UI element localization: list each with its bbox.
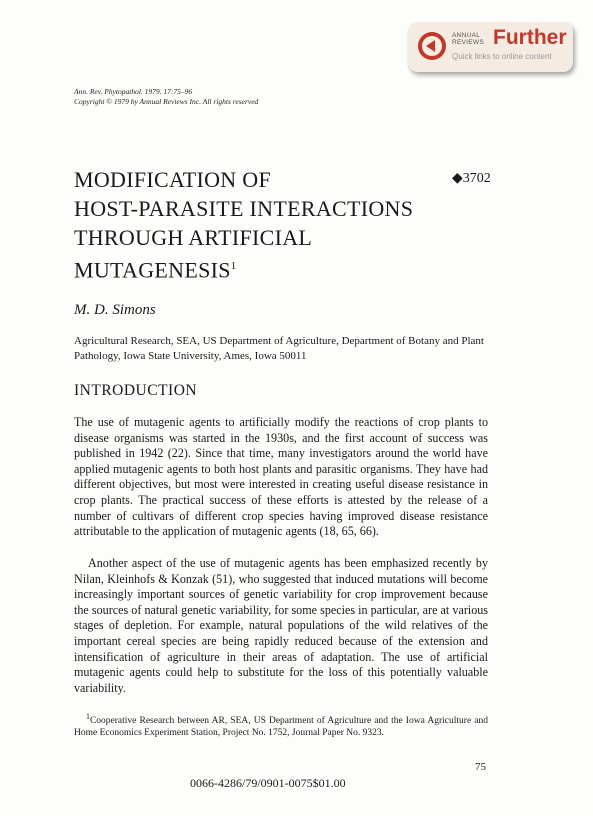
copyright: Copyright © 1979 by Annual Reviews Inc. All rights reserved	[74, 97, 259, 106]
footnote: $^1$Cooperative Research between AR, SEA, US Department of Agriculture and the Iowa Agriculture and Home Economics Experiment Station, Project No. 1752, Journal Paper No. 9323.	[74, 712, 488, 739]
footnote-marker: 1	[86, 712, 90, 721]
document-code: 0066-4286/79/0901-0075$01.00	[190, 776, 346, 790]
badge-publisher: ANNUAL REVIEWS	[452, 32, 485, 46]
body-paragraph-2: Another aspect of the use of mutagenic agents has been emphasized recently by Nilan, Kleinhofs & Konzak (51), who suggested that induced mutations will become increasingly important sources of genetic variability for crop improvement because the sources of natural genetic variability, for some species in particular, are at various stages of depletion. For example, natural populations of the wild relatives of the important cereal species are being rapidly reduced because of the extension and intensification of agriculture in their areas of adaptation. The use of artificial mutagenic agents could help to substitute for the loss of this potentially valuable variability.	[74, 556, 488, 695]
section-heading: INTRODUCTION	[74, 382, 198, 399]
title-footnote-marker: 1	[230, 260, 237, 272]
citation: Ann. Rev. Phytopathol. 1979. 17:75–96	[74, 87, 193, 96]
page-number: 75	[475, 761, 486, 773]
badge-further-label: Further	[493, 26, 567, 49]
author-affiliation: Agricultural Research, SEA, US Department of Agriculture, Department of Botany and Plant Pathology, Iowa State University, Ames, Iowa 50011	[74, 335, 484, 362]
article-title: MODIFICATION OF HOST-PARASITE INTERACTIONS THROUGH ARTIFICIAL MUTAGENESIS$^1$	[74, 167, 414, 283]
article-code: ◆3702	[452, 171, 491, 186]
annual-reviews-logo-icon	[418, 32, 446, 60]
author-name: M. D. Simons	[74, 302, 156, 318]
body-paragraph-1: The use of mutagenic agents to artificially modify the reactions of crop plants to disease organisms was started in the 1930s, and the first account of success was published in 1942 (22). Since that time, many investigators around the world have applied mutagenic agents to both host plants and parasitic organisms. They have had different objectives, but most were interested in creating useful disease resistance in crop plants. The practical success of these efforts is attested by the release of a number of cultivars of different crop species having improved disease resistance attributable to the application of mutagenic agents (18, 65, 66).	[74, 415, 488, 539]
annual-reviews-further-badge[interactable]	[408, 22, 573, 72]
badge-tagline: Quick links to online content	[452, 52, 552, 61]
